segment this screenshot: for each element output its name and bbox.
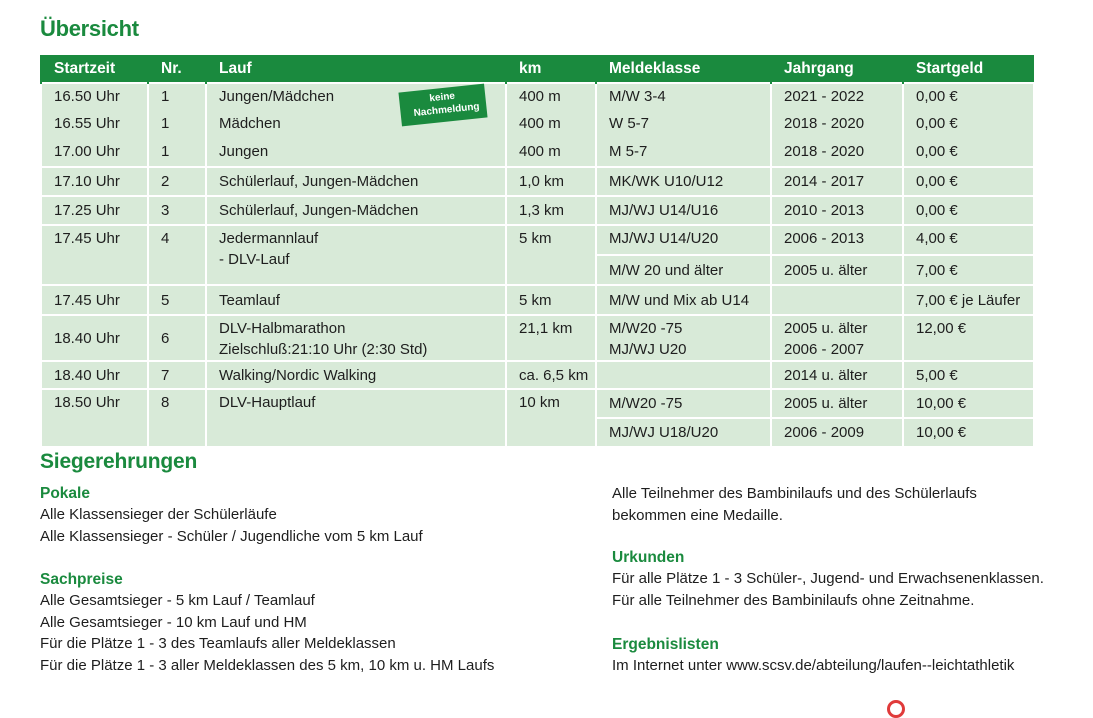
medaille-line: bekommen eine Medaille. (612, 506, 783, 524)
cell-nr: 5 (148, 285, 206, 315)
cell-lauf (206, 225, 506, 285)
lauf-line-2: - DLV-Lauf (219, 251, 290, 268)
cell-meldeklasse: MJ/WJ U14/U20 (596, 225, 771, 255)
section-heading-siegerehrungen: Siegerehrungen (40, 450, 198, 473)
sachpreise-line: Alle Gesamtsieger - 5 km Lauf / Teamlauf (40, 592, 315, 609)
cell-lauf: Schülerlauf, Jungen-Mädchen (206, 196, 506, 225)
cell-km: 10 km (506, 389, 596, 447)
cell-startgeld: 7,00 € je Läufer (903, 285, 1034, 315)
cell-lauf: Schülerlauf, Jungen-Mädchen (206, 167, 506, 196)
lauf-line-2: Zielschluß:21:10 Uhr (2:30 Std) (219, 341, 428, 358)
urkunden-line: Für alle Teilnehmer des Bambinilaufs ohne Zeitnahme. (612, 591, 975, 609)
lauf-line-1: Jedermannlauf (219, 230, 319, 247)
cell-meldeklasse: M/W 3-4 (596, 83, 771, 111)
table-row (41, 225, 1034, 255)
table-row (41, 167, 1034, 196)
cell-startgeld: 0,00 € (903, 83, 1034, 111)
cell-meldeklasse: W 5-7 (596, 111, 771, 139)
header-meldeklasse: Meldeklasse (596, 55, 771, 83)
cell-nr: 7 (148, 361, 206, 389)
cell-km: 5 km (506, 285, 596, 315)
siegerehrungen-section (40, 450, 197, 474)
cell-jahrgang: 2006 - 2009 (771, 418, 903, 447)
cell-km: 5 km (506, 225, 596, 285)
page-title: Übersicht (40, 16, 139, 41)
cell-meldeklasse (596, 361, 771, 389)
header-jahrgang: Jahrgang (771, 55, 903, 83)
cell-startgeld: 7,00 € (903, 255, 1034, 285)
cell-nr: 1 (148, 139, 206, 167)
cell-startgeld: 0,00 € (903, 167, 1034, 196)
cell-km: 21,1 km (506, 315, 596, 361)
cell-startzeit: 18.50 Uhr (41, 389, 148, 447)
medaille-line: Alle Teilnehmer des Bambinilaufs und des Schülerlaufs (612, 485, 977, 502)
cell-startgeld: 0,00 € (903, 196, 1034, 225)
cell-startzeit: 17.45 Uhr (41, 285, 148, 315)
table-row (41, 285, 1034, 315)
sachpreise-block (40, 569, 494, 676)
cell-lauf: Jungen (206, 139, 506, 167)
cell-meldeklasse (596, 315, 771, 361)
meldeklasse-line-2: MJ/WJ U20 (609, 341, 687, 358)
table-row (41, 111, 1034, 139)
jahrgang-line-1: 2005 u. älter (784, 320, 868, 337)
cell-lauf: Teamlauf (206, 285, 506, 315)
sachpreise-line: Für die Plätze 1 - 3 des Teamlaufs aller Meldeklassen (40, 635, 396, 652)
header-startgeld: Startgeld (903, 55, 1034, 83)
cell-lauf: Mädchen (206, 111, 506, 139)
table-row (41, 83, 1034, 111)
pokale-line: Alle Klassensieger - Schüler / Jugendliche vom 5 km Lauf (40, 527, 423, 545)
cell-jahrgang: 2018 - 2020 (771, 139, 903, 167)
cell-meldeklasse: M 5-7 (596, 139, 771, 167)
cell-km: ca. 6,5 km (506, 361, 596, 389)
sachpreise-line: Für die Plätze 1 - 3 aller Meldeklassen des 5 km, 10 km u. HM Laufs (40, 656, 495, 674)
cell-nr: 6 (148, 315, 206, 361)
cell-km: 400 m (506, 111, 596, 139)
cell-jahrgang: 2014 u. älter (771, 361, 903, 389)
header-startzeit: Startzeit (41, 55, 148, 83)
cell-meldeklasse: M/W 20 und älter (596, 255, 771, 285)
cell-startzeit: 18.40 Uhr (41, 361, 148, 389)
cell-meldeklasse: MJ/WJ U14/U16 (596, 196, 771, 225)
table-row (41, 361, 1034, 389)
cell-startgeld: 4,00 € (903, 225, 1034, 255)
cell-lauf: Jungen/Mädchen (206, 83, 506, 111)
cell-startzeit: 17.10 Uhr (41, 167, 148, 196)
cell-lauf (206, 315, 506, 361)
cell-startzeit: 18.40 Uhr (41, 315, 148, 361)
cell-nr: 2 (148, 167, 206, 196)
urkunden-heading: Urkunden (612, 549, 685, 566)
cell-startzeit: 16.50 Uhr (41, 83, 148, 111)
cell-nr: 8 (148, 389, 206, 447)
stamp-text: keine Nachmeldung (413, 90, 481, 120)
sachpreise-line: Alle Gesamtsieger - 10 km Lauf und HM (40, 613, 307, 631)
cell-jahrgang: 2005 u. älter (771, 255, 903, 285)
meldeklasse-line-1: M/W20 -75 (609, 320, 683, 337)
table-row (41, 139, 1034, 167)
cell-startgeld: 5,00 € (903, 361, 1034, 389)
pokale-line: Alle Klassensieger der Schülerläufe (40, 506, 277, 523)
cell-startzeit: 17.25 Uhr (41, 196, 148, 225)
cell-jahrgang: 2006 - 2013 (771, 225, 903, 255)
cell-jahrgang: 2018 - 2020 (771, 111, 903, 139)
cell-nr: 4 (148, 225, 206, 285)
schedule-table (40, 55, 1035, 448)
urkunden-block (612, 547, 1044, 611)
cell-jahrgang (771, 315, 903, 361)
table-header-row (41, 55, 1034, 83)
cell-lauf: Walking/Nordic Walking (206, 361, 506, 389)
cell-startzeit: 17.00 Uhr (41, 139, 148, 167)
ergebnislisten-block (612, 634, 1014, 677)
cell-km: 400 m (506, 139, 596, 167)
cell-km: 1,3 km (506, 196, 596, 225)
ergebnislisten-link: Im Internet unter www.scsv.de/abteilung/laufen--leichtathletik (612, 657, 1015, 674)
cell-startgeld: 0,00 € (903, 111, 1034, 139)
cell-startzeit: 16.55 Uhr (41, 111, 148, 139)
cell-nr: 1 (148, 83, 206, 111)
cell-jahrgang: 2005 u. älter (771, 389, 903, 418)
cell-jahrgang: 2021 - 2022 (771, 83, 903, 111)
lauf-line-1: DLV-Halbmarathon (219, 320, 346, 337)
medaille-block (612, 483, 977, 526)
cell-startgeld: 0,00 € (903, 139, 1034, 167)
cell-startgeld: 12,00 € (903, 315, 1034, 361)
table-row (41, 315, 1034, 361)
sachpreise-heading: Sachpreise (40, 571, 123, 588)
cell-nr: 3 (148, 196, 206, 225)
cell-km: 400 m (506, 83, 596, 111)
cell-startgeld: 10,00 € (903, 389, 1034, 418)
urkunden-line: Für alle Plätze 1 - 3 Schüler-, Jugend- und Erwachsenenklassen. (612, 570, 1044, 587)
jahrgang-line-2: 2006 - 2007 (784, 341, 865, 358)
header-km: km (506, 55, 596, 83)
header-lauf: Lauf (206, 55, 506, 83)
cell-km: 1,0 km (506, 167, 596, 196)
cell-meldeklasse: MJ/WJ U18/U20 (596, 418, 771, 447)
cell-startgeld: 10,00 € (903, 418, 1034, 447)
cell-lauf: DLV-Hauptlauf (206, 389, 506, 447)
cell-meldeklasse: M/W20 -75 (596, 389, 771, 418)
cell-startzeit: 17.45 Uhr (41, 225, 148, 285)
cell-jahrgang (771, 285, 903, 315)
table-row (41, 196, 1034, 225)
pokale-block (40, 483, 423, 547)
header-nr: Nr. (148, 55, 206, 83)
cell-nr: 1 (148, 111, 206, 139)
red-circle-mark (887, 700, 905, 718)
cell-jahrgang: 2014 - 2017 (771, 167, 903, 196)
table-row (41, 389, 1034, 418)
pokale-heading: Pokale (40, 485, 90, 502)
ergebnislisten-heading: Ergebnislisten (612, 636, 719, 653)
cell-meldeklasse: M/W und Mix ab U14 (596, 285, 771, 315)
cell-jahrgang: 2010 - 2013 (771, 196, 903, 225)
cell-meldeklasse: MK/WK U10/U12 (596, 167, 771, 196)
